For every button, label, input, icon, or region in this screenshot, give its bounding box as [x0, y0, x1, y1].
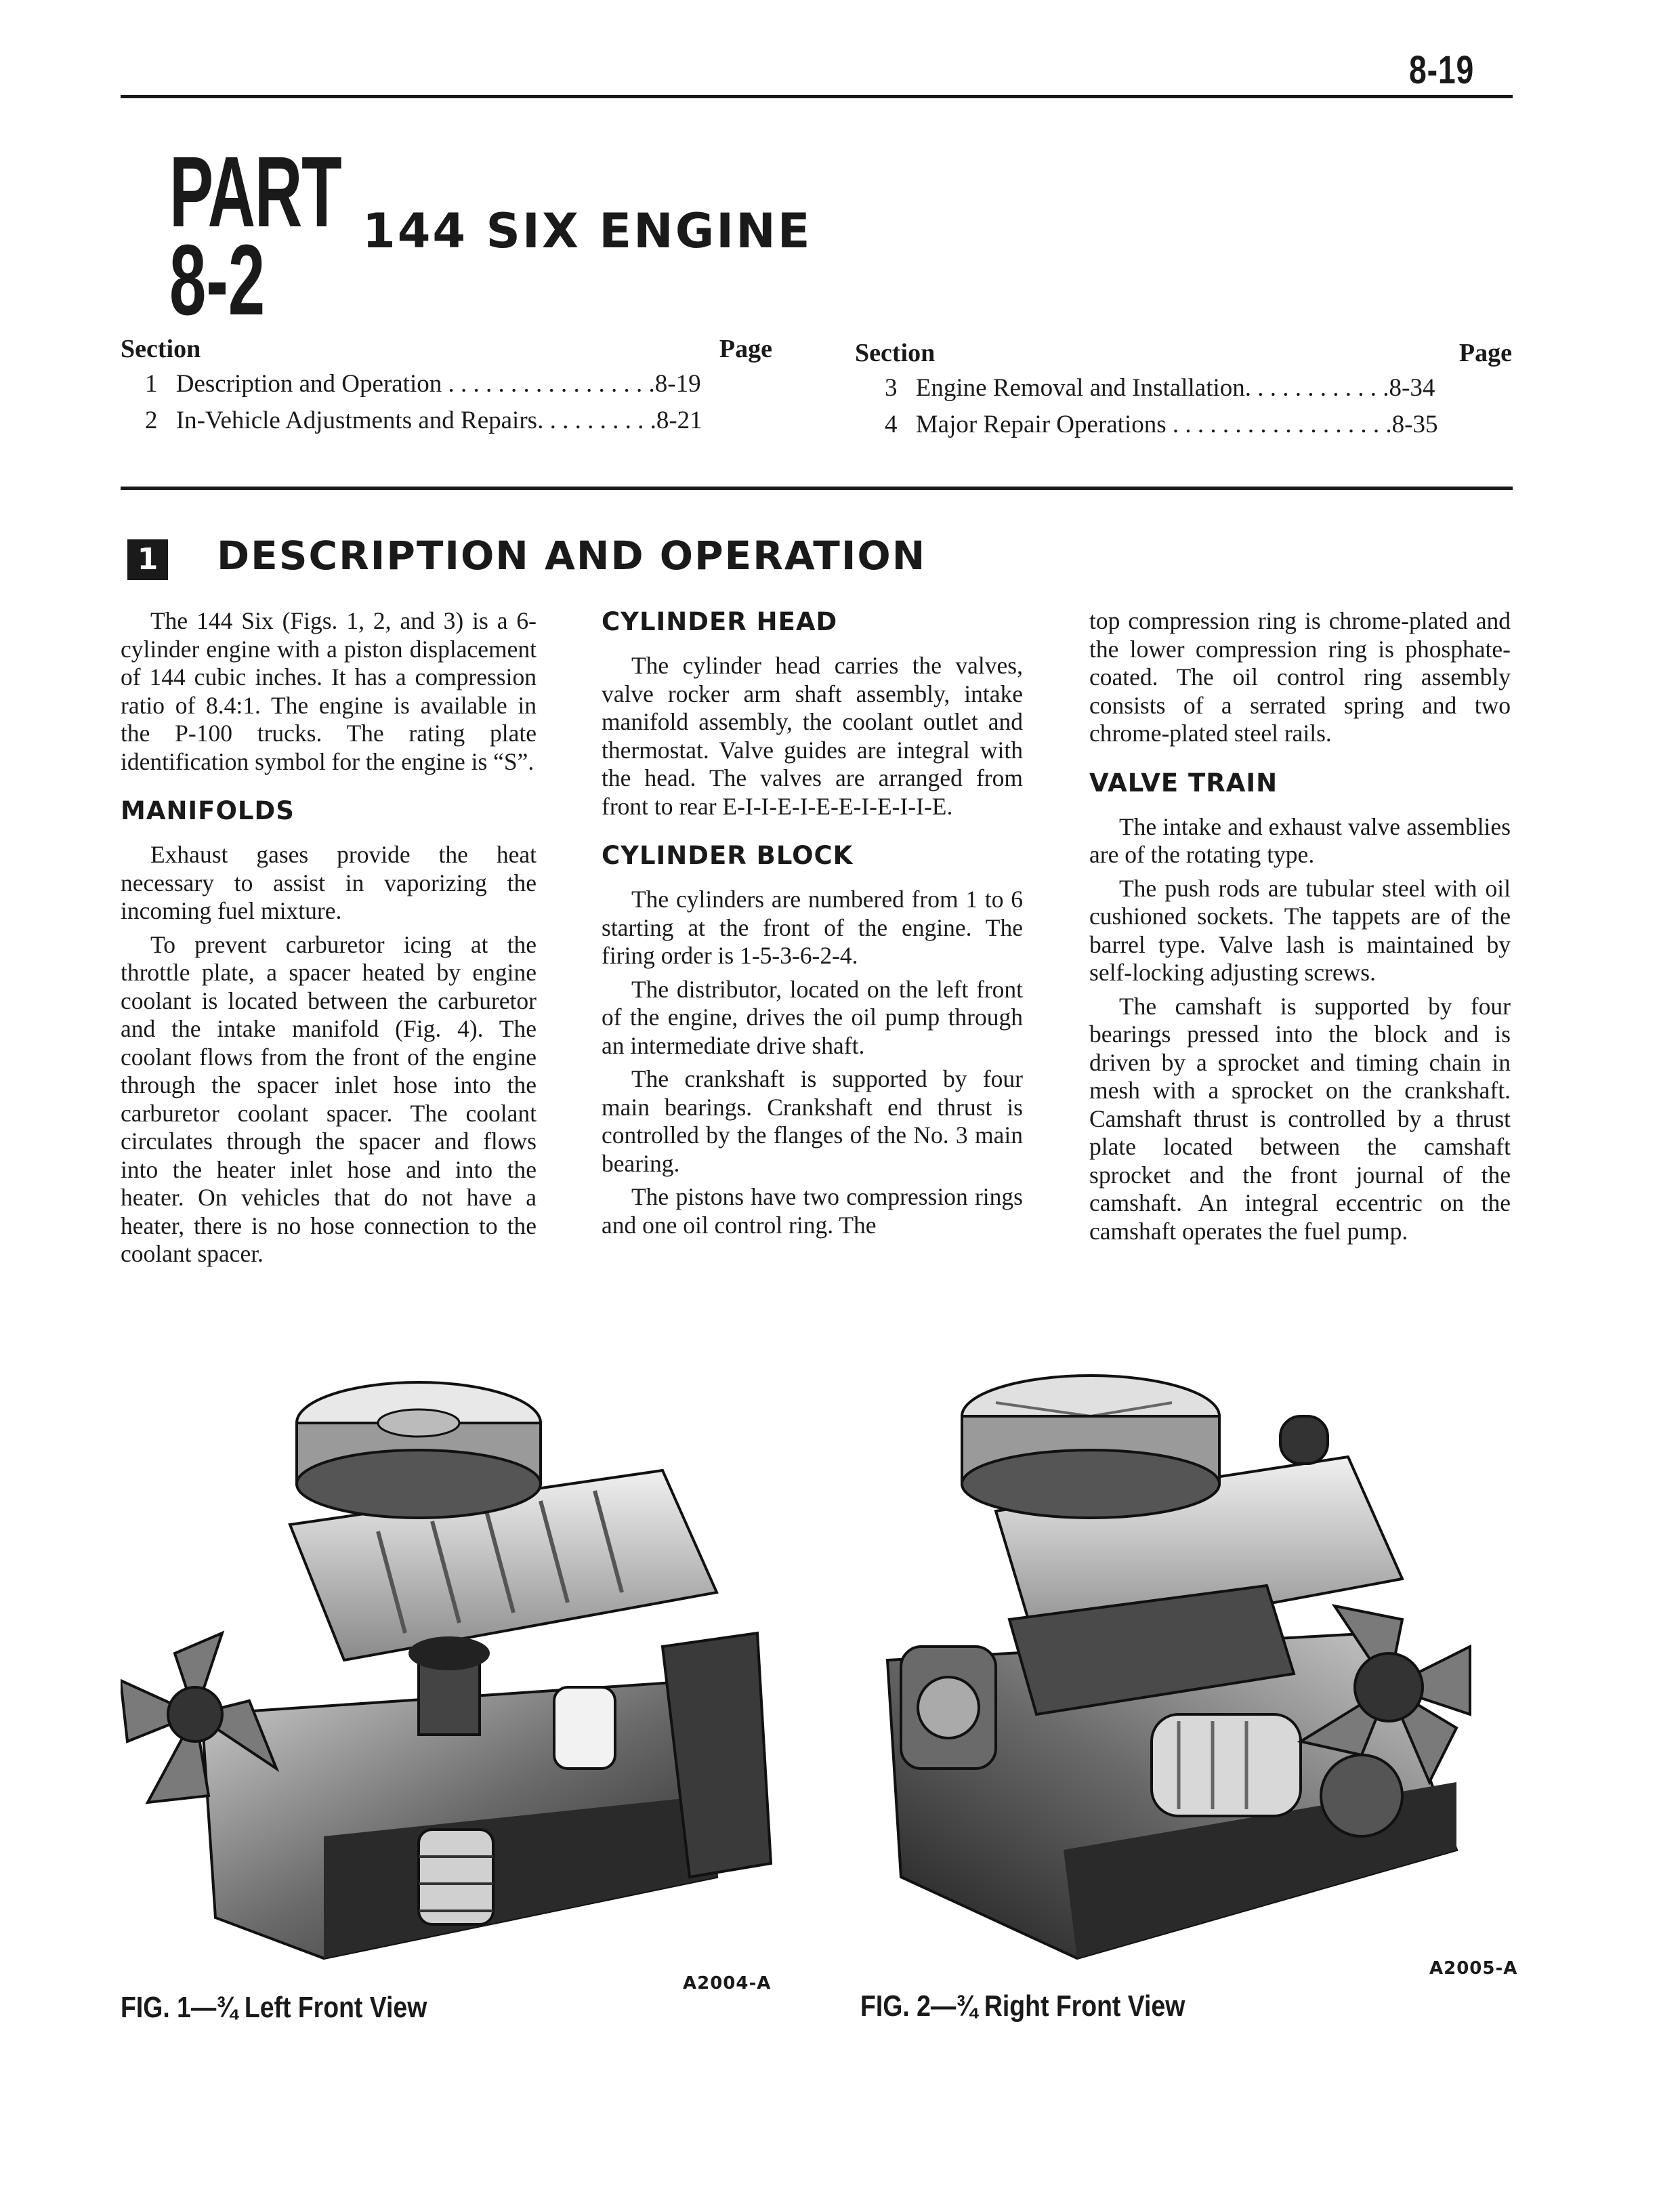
- toc-entry[interactable]: [885, 370, 1435, 407]
- toc-entry[interactable]: [145, 366, 701, 402]
- toc-entry-num: 4: [885, 411, 898, 438]
- toc-entry-num: 3: [885, 374, 898, 402]
- paragraph: To prevent carburetor icing at the throttle plate, a spacer heated by engine coolant is located between the carburetor and the intake manifold (Fig. 4). The coolant flows from the front of the engine through the spacer inlet hose into the carburetor coolant spacer. The coolant circulates through the spacer and flows into the heater inlet hose and into the heater. On vehicles that do not have a heater, there is no hose connection to the coolant spacer.: [121, 930, 537, 1267]
- figure-code: A2005-A: [1429, 1958, 1518, 1979]
- toc-entry-title: Engine Removal and Installation: [915, 374, 1245, 402]
- toc-entry-page: 8-21: [656, 407, 702, 434]
- section-number-box: 1: [127, 539, 168, 580]
- paragraph: The camshaft is supported by four bearings pressed into the block and is driven by a sprocket and timing chain in mesh with a sprocket on the crankshaft. Camshaft thrust is controlled by a thrust plate located between the camshaft sprocket and the front journal of the camshaft. An integral eccentric on the camshaft operates the fuel pump.: [1089, 992, 1511, 1245]
- paragraph: The cylinder head carries the valves, valve rocker arm shaft assembly, intake manifold assembly, the coolant outlet and thermostat. Valve guides are integral with the head. The valves are arranged from front to rear E-I-I-E-I-E-E-I-E-I-I-E.: [602, 652, 1023, 820]
- toc-entry-title: In-Vehicle Adjustments and Repairs: [175, 407, 538, 434]
- paragraph: The intake and exhaust valve assemblies are of the rotating type.: [1089, 812, 1511, 868]
- header-rule: [121, 95, 1513, 98]
- toc-entry-dots: . . . . . . . . . . . .: [1244, 374, 1389, 402]
- text-column-2: [602, 607, 1023, 1245]
- part-number: 8-2: [169, 224, 266, 336]
- figure-code: A2004-A: [683, 1973, 772, 1994]
- figure-caption: FIG. 2—¾ Right Front View: [860, 1989, 1185, 2023]
- page-number: 8-19: [1409, 48, 1475, 92]
- paragraph: The 144 Six (Figs. 1, 2, and 3) is a 6-cylinder engine with a piston displacement of 144 cubic inches. It has a compression ratio of 8.4:1. The engine is available in the P-100 trucks. The rating plate identification symbol for the engine is “S”.: [121, 607, 537, 775]
- figure-1: [121, 1362, 798, 2024]
- figure-caption: FIG. 1—¾ Left Front View: [121, 1991, 427, 2024]
- paragraph: The cylinders are numbered from 1 to 6 starting at the front of the engine. The firing order is 1-5-3-6-2-4.: [602, 886, 1023, 969]
- toc-entry-title: Major Repair Operations: [915, 411, 1167, 438]
- toc-entry-dots: . . . . . . . . . . . . . . . . . .: [1166, 411, 1392, 438]
- toc-entry[interactable]: [885, 407, 1437, 443]
- paragraph: The push rods are tubular steel with oil cushioned sockets. The tappets are of the barrel type. Valve lash is maintained by self-locking adjusting screws.: [1089, 874, 1511, 986]
- toc-entry-page: 8-34: [1389, 374, 1435, 402]
- paragraph: The distributor, located on the left front of the engine, drives the oil pump through an intermediate drive shaft.: [602, 975, 1023, 1059]
- subheading-cylinder-block: CYLINDER BLOCK: [602, 841, 854, 870]
- toc-entry-dots: . . . . . . . . . . . . . . . . .: [442, 370, 655, 398]
- subheading-cylinder-head: CYLINDER HEAD: [602, 607, 838, 636]
- toc-entry[interactable]: [145, 402, 702, 439]
- toc-entry-title: Description and Operation: [175, 370, 442, 398]
- subheading-manifolds: MANIFOLDS: [121, 796, 295, 825]
- engine-left-illustration: [121, 1362, 798, 1972]
- toc-entry-num: 1: [145, 370, 158, 398]
- toc-page-label: Page: [719, 335, 772, 363]
- toc-entry-dots: . . . . . . . . . .: [537, 407, 656, 434]
- toc-entry-num: 2: [145, 407, 158, 434]
- engine-right-illustration: [860, 1362, 1524, 1972]
- section-rule: [121, 487, 1513, 490]
- toc-entry-page: 8-19: [654, 370, 701, 398]
- subheading-valve-train: VALVE TRAIN: [1089, 768, 1278, 798]
- toc-left: [121, 331, 772, 439]
- part-title: 144 SIX ENGINE: [362, 203, 812, 259]
- part-word: PART: [169, 136, 341, 248]
- toc-right: [855, 335, 1512, 443]
- paragraph: top compression ring is chrome-plated and the lower compression ring is phosphate-coated. The oil control ring assembly consists of a serrated spring and two chrome-plated steel rails.: [1089, 607, 1511, 747]
- toc-section-label: Section: [121, 335, 201, 363]
- text-column-3: [1089, 607, 1511, 1251]
- text-column-1: [121, 607, 537, 1274]
- toc-entry-page: 8-35: [1391, 411, 1438, 438]
- figure-2: [860, 1362, 1524, 2023]
- toc-section-label: Section: [855, 339, 936, 367]
- paragraph: Exhaust gases provide the heat necessary to assist in vaporizing the incoming fuel mixture.: [121, 841, 537, 924]
- paragraph: The pistons have two compression rings and one oil control ring. The: [602, 1183, 1023, 1239]
- paragraph: The crankshaft is supported by four main bearings. Crankshaft end thrust is controlled by the flanges of the No. 3 main bearing.: [602, 1065, 1023, 1177]
- toc-page-label: Page: [1458, 339, 1512, 367]
- section-title: DESCRIPTION AND OPERATION: [217, 533, 927, 579]
